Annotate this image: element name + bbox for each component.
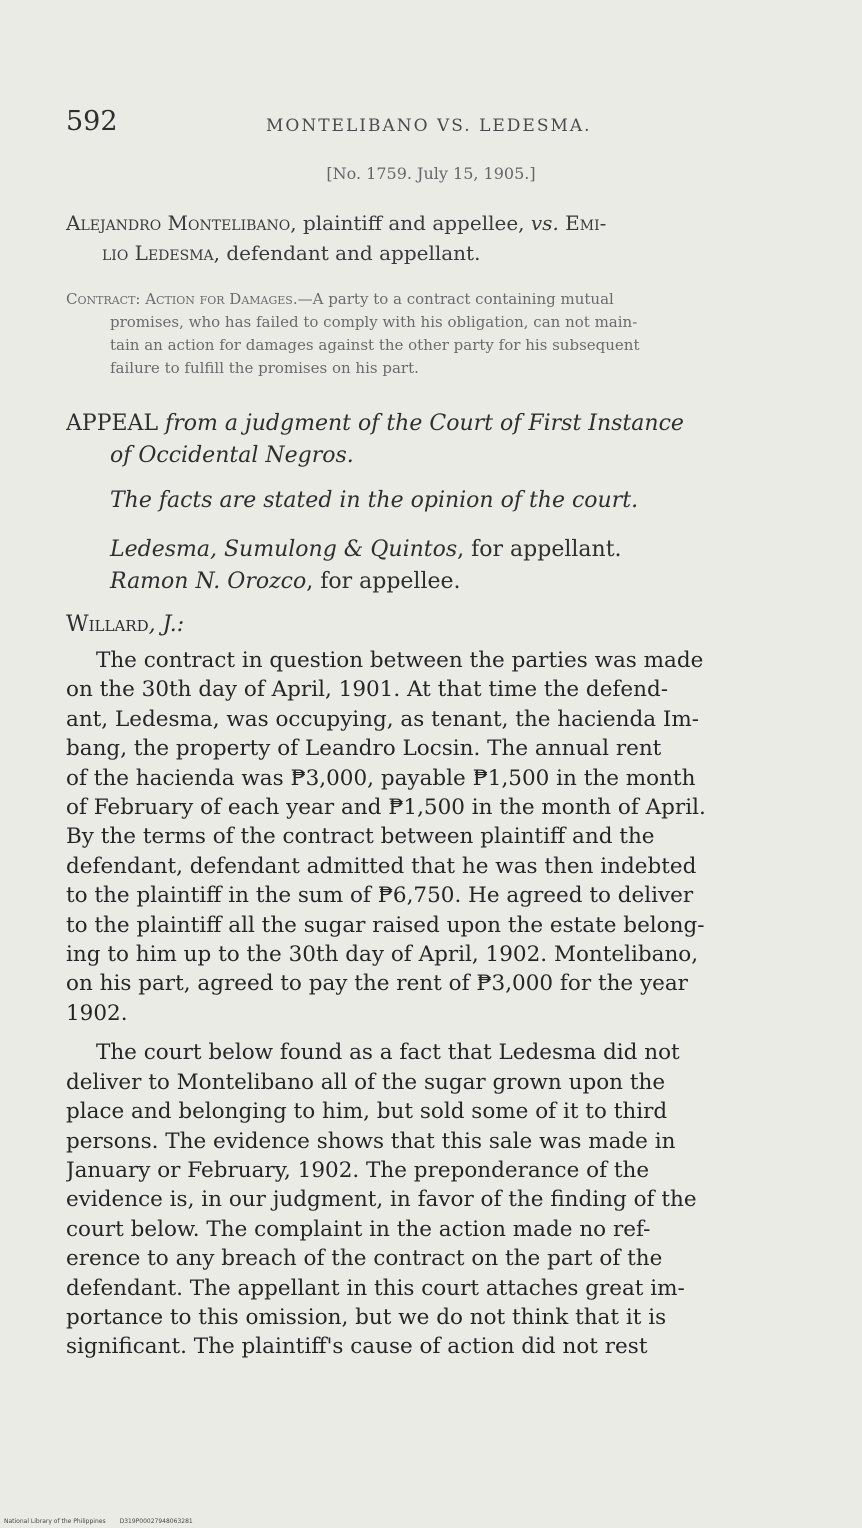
opinion-line: deliver to Montelibano all of the sugar grown upon the — [66, 1069, 666, 1095]
scan-code: D319P00027948063281 — [119, 1518, 193, 1525]
appellee-role: , for appellee. — [306, 569, 461, 594]
versus: vs. — [530, 211, 559, 235]
syllabus-heading: Contract: Action for Damages. — [66, 290, 298, 308]
opinion-line: portance to this omission, but we do not think that it is — [66, 1304, 667, 1330]
plaintiff-role: , plaintiff and appellee, — [290, 211, 531, 235]
judge-title: , J.: — [148, 612, 185, 637]
page-number: 592 — [66, 106, 118, 137]
opinion-line: of the hacienda was ₱3,000, payable ₱1,500 in the month — [66, 765, 696, 791]
counsel-block — [110, 534, 622, 598]
opinion-line: of February of each year and ₱1,500 in the month of April. — [66, 795, 706, 821]
case-parties — [66, 208, 796, 268]
opinion-line: to the plaintiff in the sum of ₱6,750. He agreed to deliver — [66, 883, 694, 909]
opinion-line: bang, the property of Leandro Locsin. The annual rent — [66, 736, 662, 762]
opinion-line: ing to him up to the 30th day of April, 1902. Montelibano, — [66, 942, 699, 968]
opinion-line: 1902. — [66, 1000, 128, 1026]
syllabus-text: failure to fulfill the promises on his part. — [110, 359, 419, 377]
opinion-body — [66, 646, 794, 1362]
opinion-line: January or February, 1902. The preponderance of the — [66, 1157, 650, 1183]
opinion-line: The contract in question between the parties was made — [96, 648, 704, 673]
defendant-role: , defendant and appellant. — [213, 241, 481, 265]
appeal-text: from a judgment of the Court of First Instance — [158, 411, 684, 436]
opinion-line: evidence is, in our judgment, in favor of the finding of the — [66, 1187, 697, 1213]
facts-note — [110, 488, 638, 513]
opinion-line: court below. The complaint in the action made no ref- — [66, 1216, 651, 1242]
appeal-text: of Occidental Negros. — [110, 443, 354, 468]
appellee-counsel: Ramon N. Orozco — [110, 569, 307, 594]
opinion-line: The court below found as a fact that Ledesma did not — [96, 1040, 680, 1066]
judge-name: Willard — [66, 612, 149, 637]
syllabus-text: —A party to a contract containing mutual — [297, 290, 614, 308]
plaintiff-name: Alejandro Montelibano — [66, 211, 291, 235]
library-credit: National Library of the Philippines — [4, 1518, 106, 1525]
opinion-line: erence to any breach of the contract on the part of the — [66, 1246, 663, 1272]
running-title: MONTELIBANO VS. LEDESMA. — [266, 116, 592, 136]
opinion-line: significant. The plaintiff's cause of action did not rest — [66, 1334, 648, 1360]
defendant-name-a: Emi- — [565, 211, 607, 235]
scan-footer — [4, 1518, 207, 1525]
defendant-name-b: lio Ledesma — [102, 241, 214, 265]
judge-line — [66, 612, 184, 637]
opinion-line: persons. The evidence shows that this sale was made in — [66, 1128, 676, 1154]
page-header — [66, 106, 826, 146]
opinion-line: on his part, agreed to pay the rent of ₱3,000 for the year — [66, 971, 688, 997]
syllabus — [66, 288, 796, 380]
opinion-line: place and belonging to him, but sold some of it to third — [66, 1099, 668, 1125]
appeal-label: APPEAL — [66, 411, 159, 436]
opinion-line: defendant. The appellant in this court attaches great im- — [66, 1275, 685, 1301]
docket-line: [No. 1759. July 15, 1905.] — [326, 164, 536, 183]
opinion-line: to the plaintiff all the sugar raised upon the estate belong- — [66, 912, 705, 938]
syllabus-text: tain an action for damages against the other party for his subsequent — [110, 336, 640, 354]
opinion-line: defendant, defendant admitted that he was then indebted — [66, 853, 697, 879]
opinion-line: ant, Ledesma, was occupying, as tenant, the hacienda Im- — [66, 706, 700, 732]
appellant-role: , for appellant. — [457, 537, 622, 562]
syllabus-text: promises, who has failed to comply with his obligation, can not main- — [110, 313, 638, 331]
appellant-counsel: Ledesma, Sumulong & Quintos — [110, 537, 458, 562]
facts-text: The facts are stated in the opinion of the court. — [110, 488, 639, 513]
opinion-line: on the 30th day of April, 1901. At that time the defend- — [66, 677, 668, 703]
opinion-line: By the terms of the contract between plaintiff and the — [66, 824, 655, 850]
opinion-paragraph — [66, 1038, 794, 1361]
opinion-paragraph — [66, 646, 794, 1028]
appeal-statement — [66, 408, 806, 472]
